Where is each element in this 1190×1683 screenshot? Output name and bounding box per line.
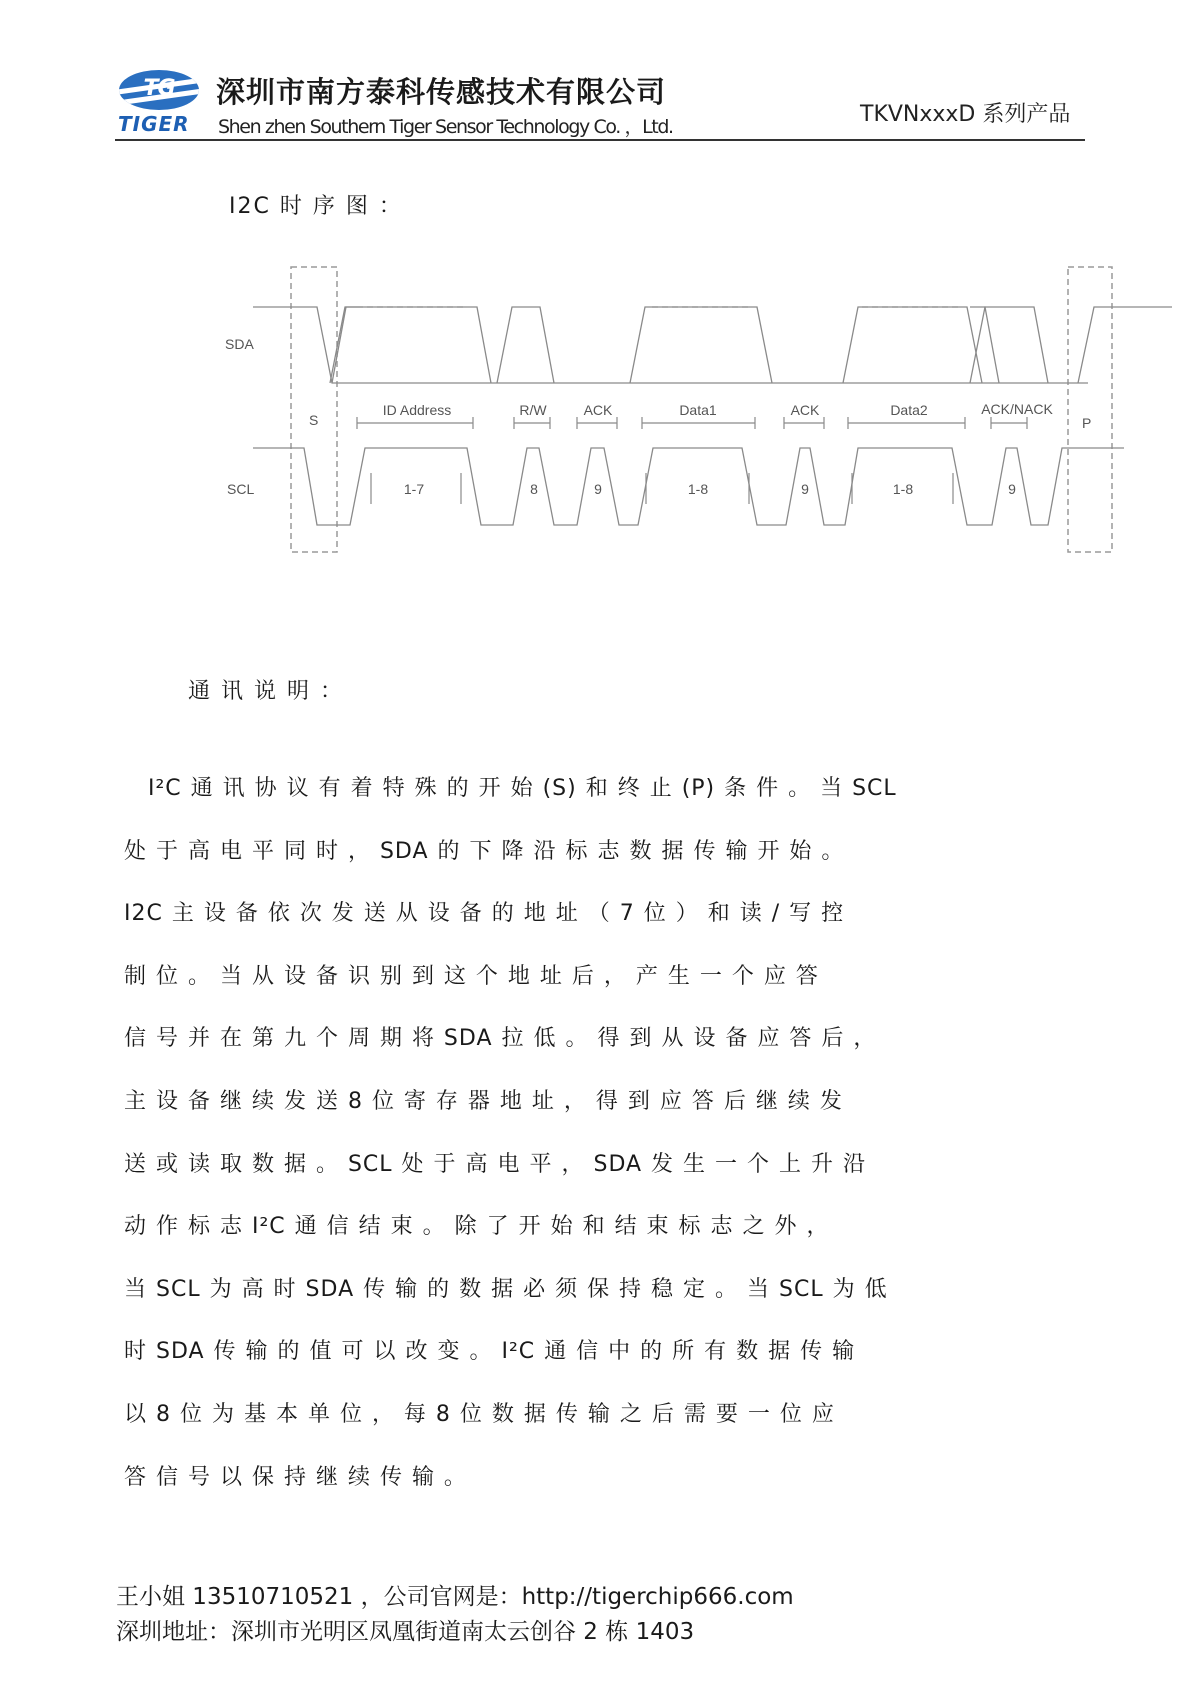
field-ack-1: ACK (583, 402, 613, 418)
paragraph-line: I2C 主 设 备 依 次 发 送 从 设 备 的 地 址 （ 7 位 ） 和 读 / 写 控 (124, 901, 845, 927)
timing-section-title: I2C 时 序 图 ： (229, 194, 403, 219)
i2c-timing-diagram (0, 0, 1190, 600)
sda-id-address (330, 307, 491, 383)
stop-label: P (1082, 415, 1092, 431)
sda-rw-bit (497, 307, 554, 383)
paragraph-line: 信 号 并 在 第 九 个 周 期 将 SDA 拉 低 。 得 到 从 设 备 应 答 后 ， (124, 1026, 877, 1052)
product-series: TKVNxxxD 系列产品 (860, 102, 1071, 127)
sda-ack-nack (970, 307, 1048, 383)
comm-section-title: 通 讯 说 明 ： (188, 679, 344, 704)
paragraph-line: 送 或 读 取 数 据 。 SCL 处 于 高 电 平 ， SDA 发 生 一 个 上 升 沿 (124, 1151, 867, 1177)
stop-condition-box (1068, 267, 1112, 552)
sda-data2 (843, 307, 982, 383)
sda-label: SDA (225, 336, 254, 352)
clock-label-8: 8 (530, 481, 538, 497)
paragraph-line: 时 SDA 传 输 的 值 可 以 改 变 。 I²C 通 信 中 的 所 有 数 据 传 输 (124, 1339, 856, 1365)
start-label: S (309, 412, 319, 428)
clock-label-9b: 9 (801, 481, 809, 497)
logo-monogram: TG (143, 76, 175, 101)
field-data1: Data1 (679, 402, 717, 418)
paragraph-line: 答 信 号 以 保 持 继 续 传 输 。 (124, 1464, 467, 1490)
field-rw: R/W (519, 402, 547, 418)
paragraph-line: 以 8 位 为 基 本 单 位 ， 每 8 位 数 据 传 输 之 后 需 要 一 位 应 (124, 1401, 835, 1427)
sda-data1 (630, 307, 772, 383)
field-ack-nack: ACK/NACK (981, 401, 1053, 417)
comm-description (124, 758, 1084, 1509)
field-data2: Data2 (890, 402, 928, 418)
clock-label-1-7: 1-7 (403, 481, 425, 497)
field-id-address: ID Address (382, 402, 452, 418)
clock-label-1-8b: 1-8 (892, 481, 914, 497)
company-name-en: Shen zhen Southern Tiger Sensor Technology Co. ，Ltd. (218, 116, 673, 138)
sda-baseline (253, 307, 1088, 383)
sda-lead-high (332, 307, 357, 383)
paragraph-line: 制 位 。 当 从 设 备 识 别 到 这 个 地 址 后 ， 产 生 一 个 应 答 (124, 963, 819, 989)
sda-stop-rise (1078, 307, 1172, 383)
logo-wordmark: TIGER (118, 112, 190, 136)
paragraph-line: I²C 通 讯 协 议 有 着 特 殊 的 开 始 (S) 和 终 止 (P) 条 件 。 当 SCL (148, 776, 897, 801)
clock-label-9a: 9 (594, 481, 602, 497)
field-ack-2: ACK (790, 402, 820, 418)
paragraph-line: 动 作 标 志 I²C 通 信 结 束 。 除 了 开 始 和 结 束 标 志 之 外 ， (124, 1214, 830, 1240)
paragraph-line: 当 SCL 为 高 时 SDA 传 输 的 数 据 必 须 保 持 稳 定 。 当 SCL 为 低 (124, 1276, 888, 1302)
paragraph-line: 主 设 备 继 续 发 送 8 位 寄 存 器 地 址 ， 得 到 应 答 后 继 续 发 (124, 1088, 843, 1114)
company-name-cn: 深圳市南方泰科传感技术有限公司 (216, 75, 667, 109)
clock-label-1-8a: 1-8 (687, 481, 709, 497)
footer-contact: 王小姐 13510710521 ，公司官网是：http://tigerchip666.com (116, 1584, 794, 1610)
footer-address: 深圳地址：深圳市光明区凤凰街道南太云创谷 2 栋 1403 (116, 1619, 695, 1645)
paragraph-line: 处 于 高 电 平 同 时 ， SDA 的 下 降 沿 标 志 数 据 传 输 开 始 。 (124, 838, 845, 864)
scl-label: SCL (227, 481, 255, 497)
clock-label-9c: 9 (1008, 481, 1016, 497)
